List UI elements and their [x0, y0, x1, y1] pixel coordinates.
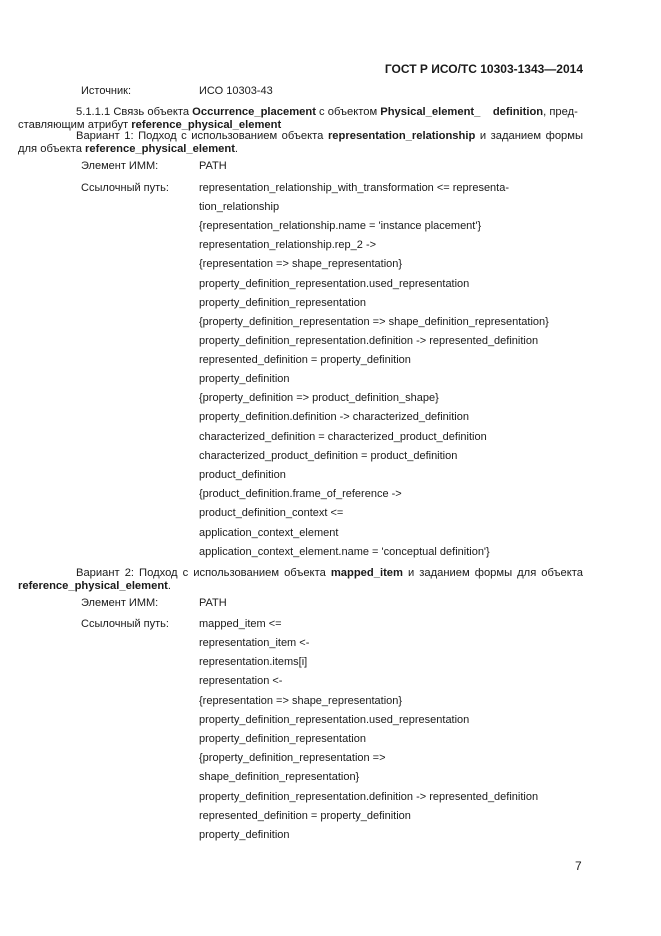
section-text-1: Связь объекта — [113, 106, 190, 118]
path-line: application_context_element — [199, 527, 339, 539]
page-number: 7 — [575, 859, 582, 873]
path-line: {property_definition_representation => — [199, 752, 386, 764]
path-line: representation <- — [199, 675, 283, 687]
path-line: representation_item <- — [199, 637, 310, 649]
section-text-3: , пред- — [543, 106, 578, 118]
path-line: tion_relationship — [199, 201, 280, 213]
document-header: ГОСТ Р ИСО/ТС 10303-1343—2014 — [384, 62, 583, 76]
path-line: property_definition_representation — [199, 733, 366, 745]
variant1-intro — [18, 130, 583, 156]
path-line: {property_definition => product_definition_shape} — [199, 392, 439, 404]
variant2-text-1: Вариант 2: Подход с использованием объекта — [76, 567, 326, 579]
path-line: property_definition_representation.definition -> represented_definition — [199, 335, 539, 347]
path-line: {property_definition_representation => shape_definition_representation} — [199, 316, 549, 328]
source-value: ИСО 10303-43 — [199, 85, 273, 97]
path-line: characterized_product_definition = product_definition — [199, 450, 458, 462]
section-heading-line1 — [18, 106, 583, 119]
variant1-text-4: . — [234, 143, 239, 155]
variant2-line2 — [18, 580, 583, 593]
path-line: property_definition_representation.used_representation — [199, 714, 470, 726]
path-line: mapped_item <= — [199, 618, 282, 630]
path-line: representation.items[i] — [199, 656, 308, 668]
variant2-text-3: . — [167, 580, 171, 592]
variant2-text-2: и заданием формы для объекта — [408, 567, 584, 579]
variant1-attribute: reference_physical_element — [85, 143, 235, 155]
variant1-text-2: и заданием формы — [479, 130, 584, 142]
path-line: property_definition_representation.definition -> represented_definition — [199, 791, 539, 803]
section-attribute: reference_physical_element — [131, 119, 282, 131]
variant1-element-value: PATH — [199, 160, 227, 172]
variant2-intro — [18, 567, 583, 593]
path-line: shape_definition_representation} — [199, 771, 360, 783]
path-line: represented_definition = property_definition — [199, 354, 411, 366]
path-line: application_context_element.name = 'conceptual definition'} — [199, 546, 490, 558]
source-label: Источник: — [81, 85, 132, 97]
path-line: {product_definition.frame_of_reference -> — [199, 488, 402, 500]
variant1-line1 — [18, 130, 583, 143]
path-line: characterized_definition = characterized_product_definition — [199, 431, 487, 443]
path-line: representation_relationship_with_transformation <= representa- — [199, 182, 510, 194]
section-object-1: Occurrence_placement — [192, 106, 316, 118]
section-number: 5.1.1.1 — [76, 106, 111, 118]
path-line: product_definition_context <= — [199, 507, 344, 519]
path-line: {representation => shape_representation} — [199, 258, 403, 270]
path-line: representation_relationship.rep_2 -> — [199, 239, 377, 251]
variant1-text-1: Вариант 1: Подход с использованием объекта — [76, 130, 324, 142]
variant1-path-label: Ссылочный путь: — [81, 182, 169, 194]
section-object-2: Physical_element_ — [380, 106, 481, 118]
path-line: property_definition.definition -> characterized_definition — [199, 411, 469, 423]
section-object-3: definition — [492, 106, 544, 118]
variant1-object: representation_relationship — [327, 130, 476, 142]
variant2-attribute: reference_physical_element — [18, 580, 168, 592]
variant2-element-value: PATH — [199, 597, 227, 609]
path-line: property_definition — [199, 373, 290, 385]
variant2-element-label: Элемент ИММ: — [81, 597, 159, 609]
section-text-2: с объектом — [319, 106, 378, 118]
section-text-4: ставляющим атрибут — [18, 119, 129, 131]
path-line: property_definition — [199, 829, 290, 841]
variant1-element-label: Элемент ИММ: — [81, 160, 159, 172]
path-line: property_definition_representation.used_representation — [199, 278, 470, 290]
path-line: property_definition_representation — [199, 297, 366, 309]
variant2-object: mapped_item — [330, 567, 403, 579]
section-heading — [18, 106, 583, 132]
path-line: {representation_relationship.name = 'instance placement'} — [199, 220, 482, 232]
path-line: product_definition — [199, 469, 286, 481]
path-line: represented_definition = property_definition — [199, 810, 411, 822]
variant1-line2 — [18, 143, 583, 156]
path-line: {representation => shape_representation} — [199, 695, 403, 707]
variant2-line1 — [18, 567, 583, 580]
variant1-text-3: для объекта — [18, 143, 82, 155]
variant2-path-label: Ссылочный путь: — [81, 618, 169, 630]
